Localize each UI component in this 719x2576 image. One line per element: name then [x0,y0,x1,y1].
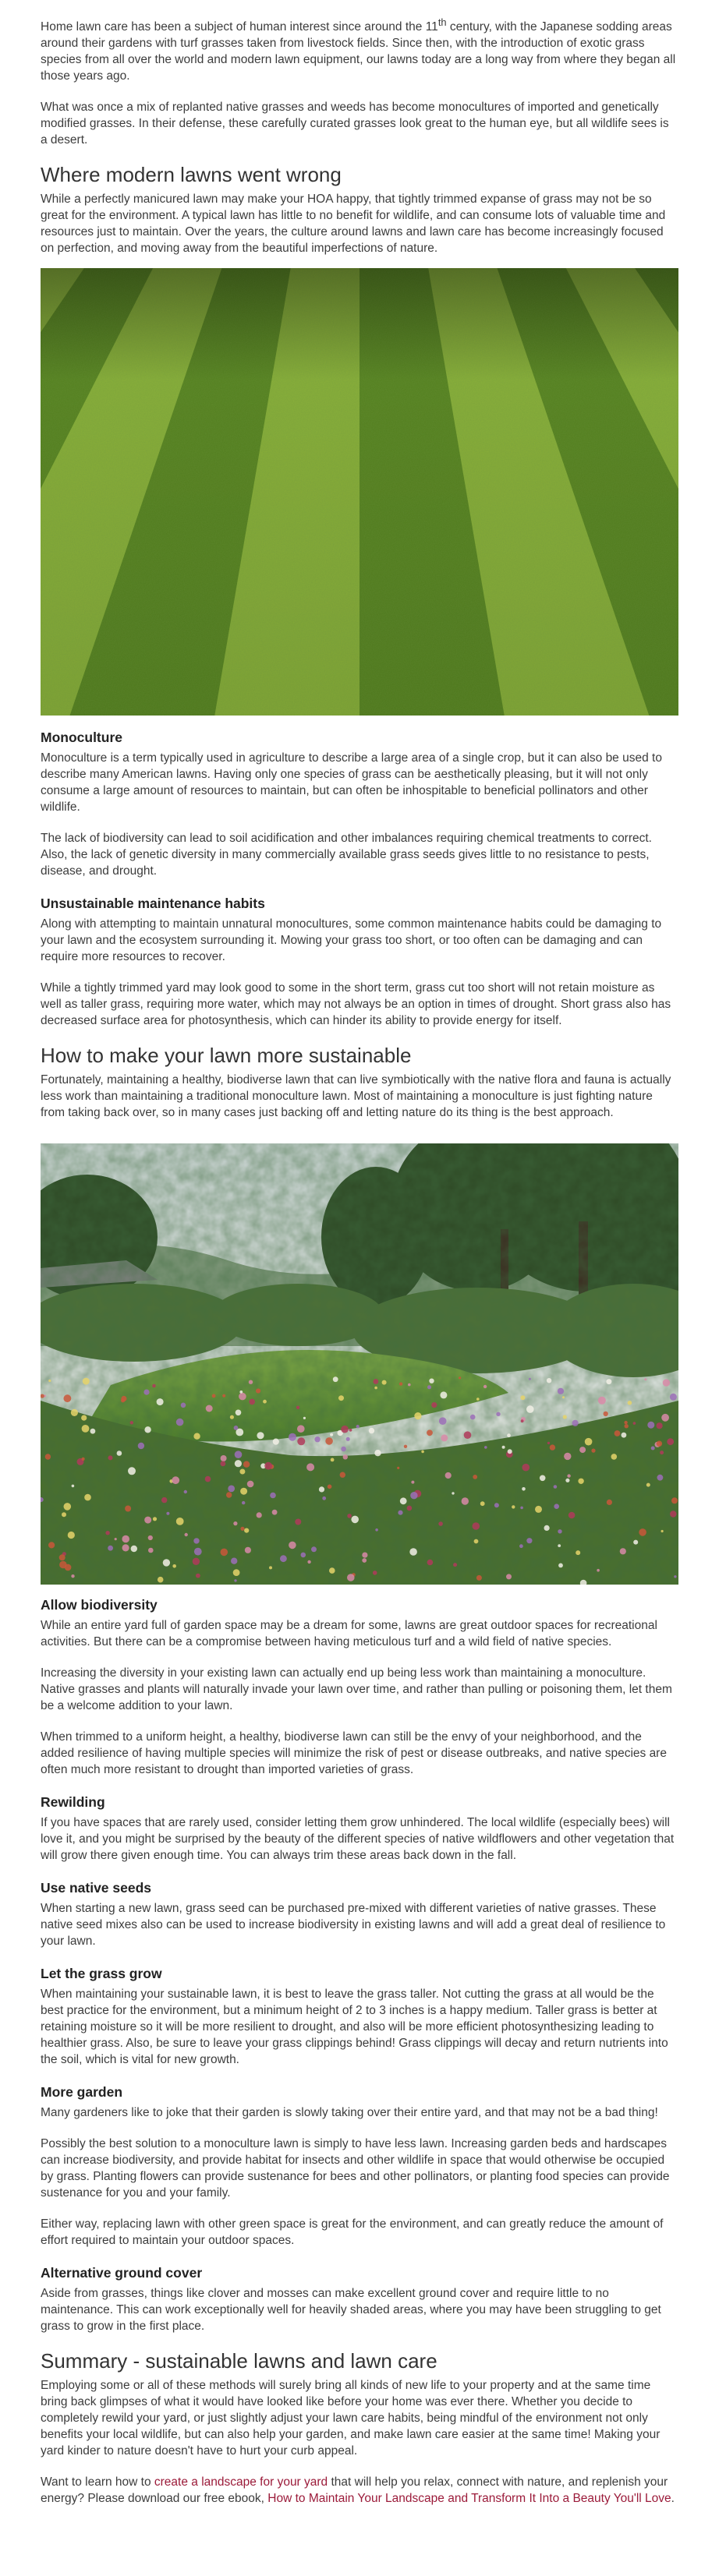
flower-dot [228,1486,235,1493]
flower-dot [143,1390,149,1395]
flower-dot [193,1558,200,1565]
flower-dot [427,1430,433,1436]
flower-dot [431,1402,437,1408]
flower-dot [554,1485,558,1489]
flower-dot [362,1558,367,1563]
cta-text-a: Want to learn how to [41,2475,154,2489]
ebook-link[interactable]: How to Maintain Your Landscape and Transform It Into a Beauty You'll Love [267,2492,671,2506]
flower-dot [231,1558,237,1564]
flower-dot [59,1561,67,1569]
flower-dot [427,1560,434,1566]
flower-dot [221,1461,226,1467]
flower-dot [663,1380,670,1387]
flower-dot [399,1383,402,1386]
flower-dot [130,1421,133,1424]
flower-dot [544,1525,550,1531]
flower-dot [125,1506,131,1512]
flower-dot [611,1454,618,1460]
flower-dot [409,1548,417,1556]
flower-dot [289,1433,296,1441]
flower-dot [121,1396,126,1401]
native-garden-illustration [41,1143,678,1585]
flower-dot [244,1528,249,1533]
flower-dot [483,1385,487,1388]
flower-dot [153,1517,157,1521]
flower-dot [558,1564,563,1568]
flower-dot [185,1533,188,1536]
flower-dot [620,1548,626,1554]
flower-dot [470,1415,476,1420]
flower-dot [374,1387,377,1390]
flower-dot [82,1425,90,1433]
flower-dot [598,1397,606,1405]
flower-dot [64,1503,72,1511]
flower-dot [453,1563,457,1567]
flower-dot [633,1422,636,1425]
flower-dot [347,1514,352,1518]
flower-dot [408,1383,411,1387]
flower-dot [440,1392,447,1399]
flower-dot [242,1501,245,1504]
flower-dot [205,1476,211,1482]
flower-dot [297,1437,305,1445]
maintenance-paragraph-1: Along with attempting to maintain unnatural monocultures, some common maintenance habits could be damaging to your lawn and the ecosystem surrounding it. Mowing your grass too short, or too often can be damaging and can require more resources to recover. [41,917,662,964]
flower-dot [349,1429,352,1432]
flower-dot [172,1564,176,1568]
flower-dot [193,1538,199,1543]
flower-dot [622,1433,627,1438]
flower-dot [194,1548,202,1556]
flower-dot [235,1460,242,1467]
flower-dot [439,1418,447,1426]
flower-dot [414,1412,421,1419]
flower-dot [264,1462,272,1470]
flower-dot [438,1521,443,1526]
flower-dot [72,1485,75,1488]
flower-dot [508,1449,512,1454]
biodiversity-paragraph-3: When trimmed to a uniform height, a healthy, biodiverse lawn can still be the envy of your neighborhood, and the added resilience of having multiple species will minimize the risk of pest or disease outbreaks, and native species are often much more resistant to drought than imported varieties of grass. [41,1730,667,1777]
flower-dot [319,1486,324,1492]
flower-dot [206,1405,213,1412]
flower-dot [157,1398,164,1405]
flower-dot [212,1394,216,1398]
flower-dot [572,1420,579,1426]
flower-dot [604,1412,608,1416]
flower-dot [579,1447,586,1453]
flower-dot [476,1575,482,1581]
flower-dot [554,1504,559,1510]
flower-dot [297,1426,305,1433]
flower-dot [172,1476,179,1484]
flower-dot [256,1389,260,1394]
flower-dot [257,1432,264,1439]
flower-dot [667,1438,674,1445]
heading-alternative-ground-cover: Alternative ground cover [41,2265,203,2281]
flower-dot [597,1569,600,1572]
striped-lawn-photo [41,268,678,716]
flower-dot [196,1574,200,1578]
flower-dot [565,1479,569,1482]
flower-dot [148,1535,153,1540]
flower-dot [158,1577,164,1583]
heading-rewilding: Rewilding [41,1794,105,1811]
flower-dot [307,1560,310,1564]
flower-dot [239,1469,245,1475]
flower-dot [314,1436,320,1442]
flower-dot [558,1544,561,1547]
flower-dot [529,1378,531,1380]
flower-dot [311,1546,317,1552]
flower-dot [374,1379,379,1384]
flower-dot [340,1472,345,1478]
garden-paragraph-3: Either way, replacing lawn with other green space is great for the environment, and can greatly reduce the amount of effort required to maintain your outdoor spaces. [41,2217,664,2248]
flower-dot [369,1428,374,1433]
heading-monoculture: Monoculture [41,730,122,746]
flower-dot [671,1497,678,1504]
flower-dot [176,1419,184,1426]
flower-dot [624,1421,627,1424]
flower-dot [343,1454,348,1459]
flower-dot [459,1376,461,1379]
flower-dot [407,1506,413,1511]
flower-dot [585,1438,593,1446]
flower-dot [615,1430,621,1436]
heading-unsustainable-habits: Unsustainable maintenance habits [41,896,265,912]
flower-dot [230,1415,234,1419]
heading-where-lawns-went-wrong: Where modern lawns went wrong [41,163,342,187]
flower-dot [521,1419,524,1422]
flower-dot [519,1544,523,1548]
rewilding-paragraph-1: If you have spaces that are rarely used, consider letting them grow unhindered. The local wildlife (especially bees) will love it, and you might be surprised by the beauty of the different species of native wildflowers and other vegetation that will grow there given enough time. You can always trim these areas back down in the fall. [41,1816,675,1863]
flower-dot [280,1555,287,1562]
flower-dot [295,1519,301,1525]
flower-dot [506,1574,512,1580]
wrong-paragraph-1: While a perfectly manicured lawn may make your HOA happy, that tightly trimmed expanse of grass may not be so great for the environment. A typical lawn has little to no benefit for wildlife, and can consume lots of valuable time and resources just to maintain. Over the years, the culture around lawns and lawn care has become increasingly focused on perfection, and moving away from the beautiful imperfections of nature. [41,193,666,256]
flower-dot [325,1437,333,1445]
flower-dot [59,1554,66,1560]
flower-dot [122,1535,129,1543]
flower-dot [233,1569,240,1576]
flower-dot [273,1439,279,1445]
intro-paragraph-1 [41,14,678,84]
biodiversity-paragraph-1: While an entire yard full of garden space may be a dream for some, lawns are great outdoor spaces for recreational activities. But there can be a compromise between having meticulous turf and a wild field of native species. [41,1619,657,1649]
flower-dot [329,1567,335,1574]
flower-dot [644,1378,646,1380]
flower-dot [674,1575,676,1578]
flower-dot [473,1522,480,1530]
flower-dot [646,1483,650,1487]
intro-text-a: Home lawn care has been a subject of human interest since around the 11 [41,20,438,34]
biodiversity-paragraph-2: Increasing the diversity in your existing lawn can actually end up being less work than maintaining a monoculture. Native grasses and plants will naturally invade your lawn over time, and rather than pulling or poisoning them, let them be a welcome addition to your lawn. [41,1666,672,1713]
groundcover-paragraph-1: Aside from grasses, things like clover and mosses can make excellent ground cover and require little to no maintenance. This can work exceptionally well for heavily shaded areas, where you may have been struggling to get grass to grow in the first place. [41,2287,661,2334]
flower-dot [670,1511,676,1517]
flower-dot [222,1394,225,1398]
flower-dot [564,1453,571,1460]
flower-dot [62,1512,66,1517]
flower-dot [105,1531,109,1535]
flower-dot [526,1538,532,1543]
flower-dot [362,1553,367,1558]
flower-dot [657,1441,662,1447]
flower-dot [235,1451,243,1459]
flower-dot [398,1511,402,1515]
flower-dot [296,1406,299,1409]
flower-dot [184,1490,187,1493]
flower-dot [48,1542,55,1548]
flower-dot [411,1481,414,1484]
flower-dot [245,1547,251,1553]
flower-dot [474,1539,479,1544]
flower-dot [333,1376,338,1382]
flower-dot [234,1579,236,1581]
flower-dot [567,1475,570,1478]
flower-dot [249,1399,255,1405]
flower-dot [429,1379,434,1383]
intro-paragraph-2: What was once a mix of replanted native grasses and weeds has become monocultures of imported and genetically modified grasses. In their defense, these carefully curated grasses look great to the human eye, but all wildlife sees is a desert. [41,101,669,147]
flower-dot [512,1505,515,1508]
flower-dot [661,1530,664,1532]
how-paragraph-1: Fortunately, maintaining a healthy, biodiverse lawn that can live symbiotically with the native flora and fauna is actually less work than maintaining a traditional monoculture lawn. Most of maintaining a monoculture is just fighting nature from taking back over, so in many cases just backing off and letting nature do its thing is the best approach. [41,1073,671,1120]
flower-dot [558,1529,561,1533]
flower-dot [128,1467,136,1475]
flower-dot [240,1488,247,1495]
flower-dot [657,1422,663,1429]
flower-dot [563,1415,567,1419]
flower-dot [289,1542,296,1549]
heading-let-grass-grow: Let the grass grow [41,1966,162,1982]
flower-dot [547,1442,550,1444]
flower-dot [122,1544,129,1551]
flower-dot [233,1521,237,1525]
flower-dot [226,1492,232,1497]
flower-dot [397,1467,399,1469]
flower-dot [301,1553,306,1558]
flower-dot [240,1527,244,1531]
heading-allow-biodiversity: Allow biodiversity [41,1597,158,1613]
summary-paragraph-1: Employing some or all of these methods will surely bring all kinds of new life to your property and at the same time bring back glimpses of what it would have looked like before your home was ever there. Whether you decide to completely rewild your yard, or just slightly adjust your lawn care habits, being mindful of the environment not only benefits your local wildlife, but can also help your garden, and make lawn care easier at the same time! Making your yard kinder to nature doesn't have to hurt your curb appeal. [41,2379,661,2458]
flower-dot [502,1446,505,1449]
flower-dot [243,1461,250,1468]
flower-dot [249,1380,253,1384]
flower-dot [480,1501,485,1506]
striped-lawn-illustration [41,268,678,716]
seeds-paragraph-1: When starting a new lawn, grass seed can be purchased pre-mixed with different varieties of native grasses. These native seed mixes also can be used to increase biodiversity in existing lawns and will add a great deal of resilience to your lawn. [41,1902,666,1949]
flower-dot [257,1512,262,1518]
flower-dot [193,1433,200,1440]
flower-dot [520,1395,525,1400]
flower-dot [633,1540,638,1545]
flower-dot [48,1380,51,1382]
flower-dot [522,1464,530,1472]
flower-dot [464,1432,472,1440]
flower-dot [83,1378,90,1385]
flower-dot [161,1497,167,1503]
flower-dot [476,1398,480,1401]
flower-dot [526,1405,534,1413]
flower-dot [270,1493,276,1499]
flower-dot [71,1574,74,1578]
flower-dot [647,1422,654,1429]
flower-dot [234,1426,239,1430]
flower-dot [550,1445,555,1451]
flower-dot [303,1417,306,1419]
flower-dot [263,1400,267,1404]
flower-dot [82,1458,85,1461]
flower-dot [247,1481,254,1488]
intro-text-b: century, with the Japanese sodding areas around their gardens with turf grasses taken from livestock fields. Since then, with the introduction of exotic grass species from all over the world and modern lawn equipment, our lawns today are a long way from where they began all those years ago. [41,20,676,83]
flower-dot [331,1458,335,1462]
cta-text-c: . [671,2492,675,2506]
flower-dot [628,1401,632,1405]
flower-dot [404,1445,407,1448]
maintenance-paragraph-2: While a tightly trimmed yard may look good to some in the short term, grass cut too short will not retain moisture as well as taller grass, requiring more water, which may not always be an option in times of drought. Short grass also has decreased surface area for photosynthesis, which can hinder its ability to provide energy for itself. [41,981,671,1028]
flower-dot [535,1506,542,1513]
landscape-link[interactable]: create a landscape for your yard [154,2475,328,2489]
flower-dot [382,1380,387,1385]
flower-dot [540,1475,546,1482]
monoculture-paragraph-1: Monoculture is a term typically used in agriculture to describe a large area of a single crop, but it can also be used to describe many American lawns. Having only one species of grass can be aesthetically pleasing, but it will not only consume a large amount of resources to maintain, but can often be inhospitable to beneficial pollinators and other wildlife. [41,751,662,814]
flower-dot [306,1464,314,1472]
flower-dot [108,1546,113,1551]
flower-dot [71,1409,78,1416]
flower-dot [68,1532,75,1539]
flower-dot [473,1475,477,1479]
flower-dot [421,1451,424,1454]
flower-dot [330,1433,333,1436]
flower-dot [272,1510,278,1515]
flower-dot [176,1518,184,1525]
flower-dot [496,1412,500,1416]
flower-dot [84,1494,91,1501]
garden-paragraph-1: Many gardeners like to joke that their garden is slowly taking over their entire yard, and that may not be a bad thing! [41,2106,658,2120]
summary-cta-paragraph [41,2474,678,2507]
flower-dot [375,1528,378,1532]
flower-dot [269,1567,272,1570]
flower-dot [522,1487,526,1491]
flower-dot [374,1450,381,1456]
flower-dot [322,1496,326,1500]
flower-dot [347,1574,355,1581]
flower-dot [661,1414,669,1422]
flower-dot [427,1385,431,1389]
heading-more-garden: More garden [41,2084,123,2101]
flower-dot [445,1472,452,1479]
flower-dot [131,1546,137,1552]
flower-dot [520,1507,523,1510]
flower-dot [651,1447,655,1451]
flower-dot [452,1492,454,1494]
flower-dot [346,1437,350,1441]
flower-dot [607,1500,612,1505]
flower-dot [239,1390,243,1394]
heading-how-to-sustainable: How to make your lawn more sustainable [41,1044,412,1068]
flower-dot [221,1455,227,1461]
flower-dot [108,1456,113,1461]
cta-text-b: that will help you relax, connect with nature, and replenish your energy? Please download our free ebook, [41,2475,668,2506]
garden-paragraph-2: Possibly the best solution to a monoculture lawn is simply to have less lawn. Increasing garden beds and hardscapes can increase biodiversity, and provide habitat for insects and other wildlife in space that would otherwise be occupied by grass. Planting flowers can provide sustenance for bees and other pollinators, or planting food species can provide sustenance for you and your family. [41,2137,670,2200]
flower-dot [606,1379,611,1384]
flower-dot [670,1394,677,1401]
flower-dot [400,1498,407,1505]
flower-dot [144,1517,151,1524]
flower-dot [462,1497,469,1504]
flower-dot [117,1451,122,1456]
flower-dot [568,1512,576,1519]
flower-dot [338,1395,344,1401]
flower-dot [578,1479,583,1484]
flower-dot [341,1426,349,1433]
flower-dot [576,1550,580,1555]
flower-dot [441,1435,448,1442]
grow-paragraph-1: When maintaining your sustainable lawn, it is best to leave the grass taller. Not cutting the grass at all would be the best practice for the environment, but a minimum height of 2 to 3 inches is a happy medium. Taller grass is better at retaining moisture so it will be more resilient to drought, and also will be more efficient photosynthesizing leading to healthier grass. Also, be sure to leave your grass clippings behind! Grass clippings will decay and return nutrients into the soil, which is vital for new growth. [41,1988,668,2067]
century-superscript: th [437,16,447,28]
flower-dot [341,1447,346,1452]
monoculture-paragraph-2: The lack of biodiversity can lead to soil acidification and other imbalances requiring chemical treatments to correct. Also, the lack of genetic diversity in many commercially available grass seeds gives little to no resistance to pests, disease, and drought. [41,832,652,878]
flower-dot [236,1410,242,1416]
flower-dot [90,1429,96,1434]
flower-dot [494,1503,499,1507]
flower-dot [144,1426,151,1433]
flower-dot [558,1388,564,1394]
flower-dot [163,1559,170,1566]
flower-dot [351,1516,359,1524]
flower-dot [181,1403,186,1408]
flower-dot [591,1449,595,1453]
flower-dot [221,1549,228,1557]
flower-dot [625,1424,629,1428]
flower-dot [166,1512,169,1515]
flower-dot [547,1378,551,1383]
flower-dot [64,1394,72,1402]
flower-dot [328,1485,332,1489]
flower-dot [148,1548,154,1553]
flower-dot [660,1451,664,1454]
native-garden-photo [41,1143,678,1585]
flower-dot [410,1492,417,1499]
flower-dot [373,1571,377,1575]
flower-dot [239,1393,246,1401]
flower-dot [562,1396,565,1398]
flower-dot [81,1415,87,1421]
flower-dot [45,1454,51,1459]
flower-dot [657,1475,664,1481]
flower-dot [639,1528,646,1536]
heading-summary: Summary - sustainable lawns and lawn care [41,2349,437,2373]
heading-native-seeds: Use native seeds [41,1880,152,1896]
flower-dot [115,1538,117,1540]
flower-dot [484,1446,487,1449]
flower-dot [152,1384,156,1388]
flower-dot [356,1425,360,1428]
flower-dot [507,1433,511,1437]
flower-dot [138,1443,144,1449]
